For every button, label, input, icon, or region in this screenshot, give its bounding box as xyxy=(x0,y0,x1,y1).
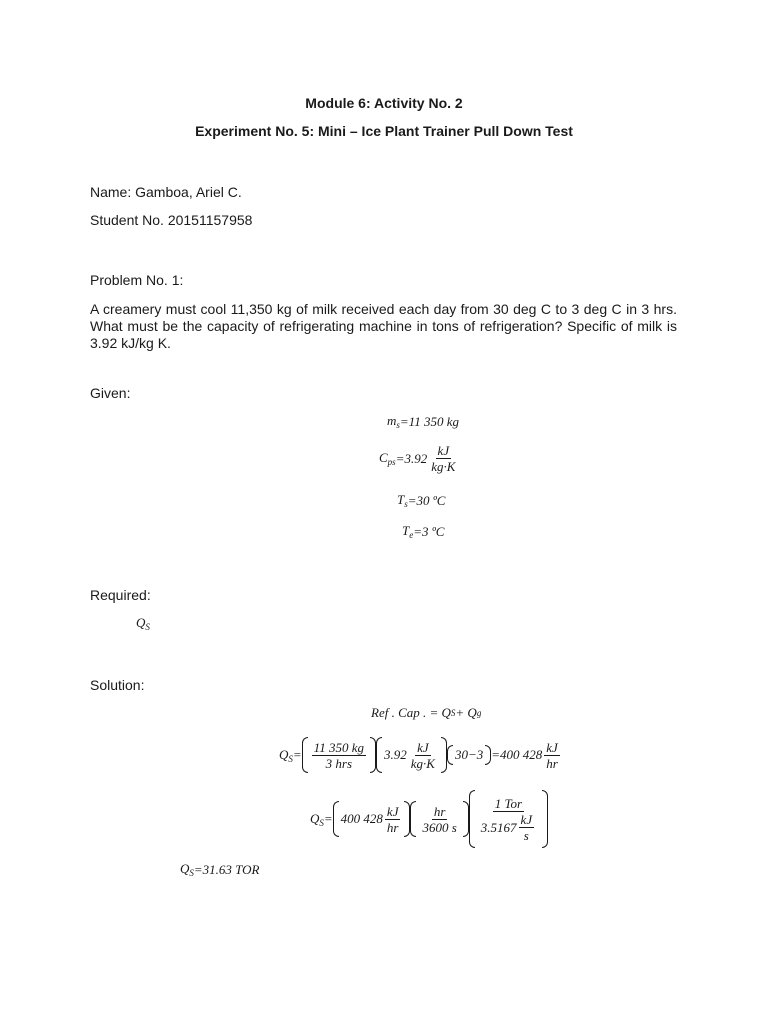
final-answer: $Q_S$ =31.63 TOR xyxy=(180,861,260,878)
given-specific-heat: $C_{ps}$ =3.92 $\frac{kJ}{kg\cdot K}$ xyxy=(379,443,456,474)
given-ts-value: =30 ºC xyxy=(407,492,446,508)
temp-difference: 30−3 xyxy=(454,747,484,762)
heat-rate-unit: $\frac{kJ}{hr}$ xyxy=(386,803,399,835)
document-subtitle: Experiment No. 5: Mini – Ice Plant Trainer Pull Down Test xyxy=(195,123,573,139)
required-qs: $Q_S$ xyxy=(136,615,150,632)
required-label: Required: xyxy=(90,587,151,603)
refcap-equation: Ref . Cap . = Q S + Q g xyxy=(371,705,482,720)
kj-per-s-fraction: $\frac{kJ}{s}$ xyxy=(520,811,533,843)
cp-value: 3.92 xyxy=(383,747,407,762)
qs-equation-1: $Q_S=$ $\frac{11 350 kg}{\text{3 hrs}}$ 3.92 $\frac{kJ}{kg\cdot K}$ 30−3 =400 428 $\frac{kJ}{hr}$ xyxy=(279,735,562,775)
result-unit-fraction: $\frac{kJ}{hr}$ xyxy=(546,739,558,771)
given-label: Given: xyxy=(90,385,131,401)
refcap-text: Ref . Cap . = Q xyxy=(371,705,451,720)
heat-rate-value: 400 428 xyxy=(340,811,383,826)
given-final-temp: $T_e$ =3 ºC xyxy=(402,523,445,540)
problem-statement: A creamery must cool 11,350 kg of milk received each day from 30 deg C to 3 deg C in 3 hrs. What must be the capacity of refrigerating machine in tons of refrigeration? Specific of milk is 3.92 kJ/kg K. xyxy=(90,301,677,351)
given-mass: $m_s$ =11 350 kg xyxy=(387,413,459,430)
final-answer-value: =31.63 TOR xyxy=(193,861,260,877)
problem-label: Problem No. 1: xyxy=(90,272,184,288)
mass-per-time-fraction: $\frac{11 350 kg}{\text{3 hrs}}$ xyxy=(313,739,364,771)
ton-conversion-fraction: 1 Tor 3.5167 $\frac{kJ}{s}$ xyxy=(480,795,533,843)
qs-result-1: =400 428 xyxy=(491,747,543,762)
given-cps-unit: $\frac{kJ}{kg\cdot K}$ xyxy=(431,443,456,474)
hour-to-seconds-fraction: $\frac{hr}{3600 s}$ xyxy=(422,803,457,835)
document-title: Module 6: Activity No. 2 xyxy=(305,95,463,111)
given-cps-value: =3.92 xyxy=(395,450,428,466)
cp-unit-fraction: $\frac{kJ}{kg\cdot K}$ xyxy=(410,739,435,771)
given-mass-value: =11 350 kg xyxy=(399,413,459,429)
student-name: Name: Gamboa, Ariel C. xyxy=(90,184,242,200)
student-number: Student No. 20151157958 xyxy=(90,212,253,228)
solution-label: Solution: xyxy=(90,677,145,693)
given-te-value: =3 ºC xyxy=(413,523,445,539)
given-initial-temp: $T_s$ =30 ºC xyxy=(397,492,446,509)
qs-equation-2: $Q_S=$ 400 428 $\frac{kJ}{hr}$ $\frac{hr}{3600 s}$ 1 Tor 3.5167 $\frac{kJ}{s}$ xyxy=(310,788,548,850)
